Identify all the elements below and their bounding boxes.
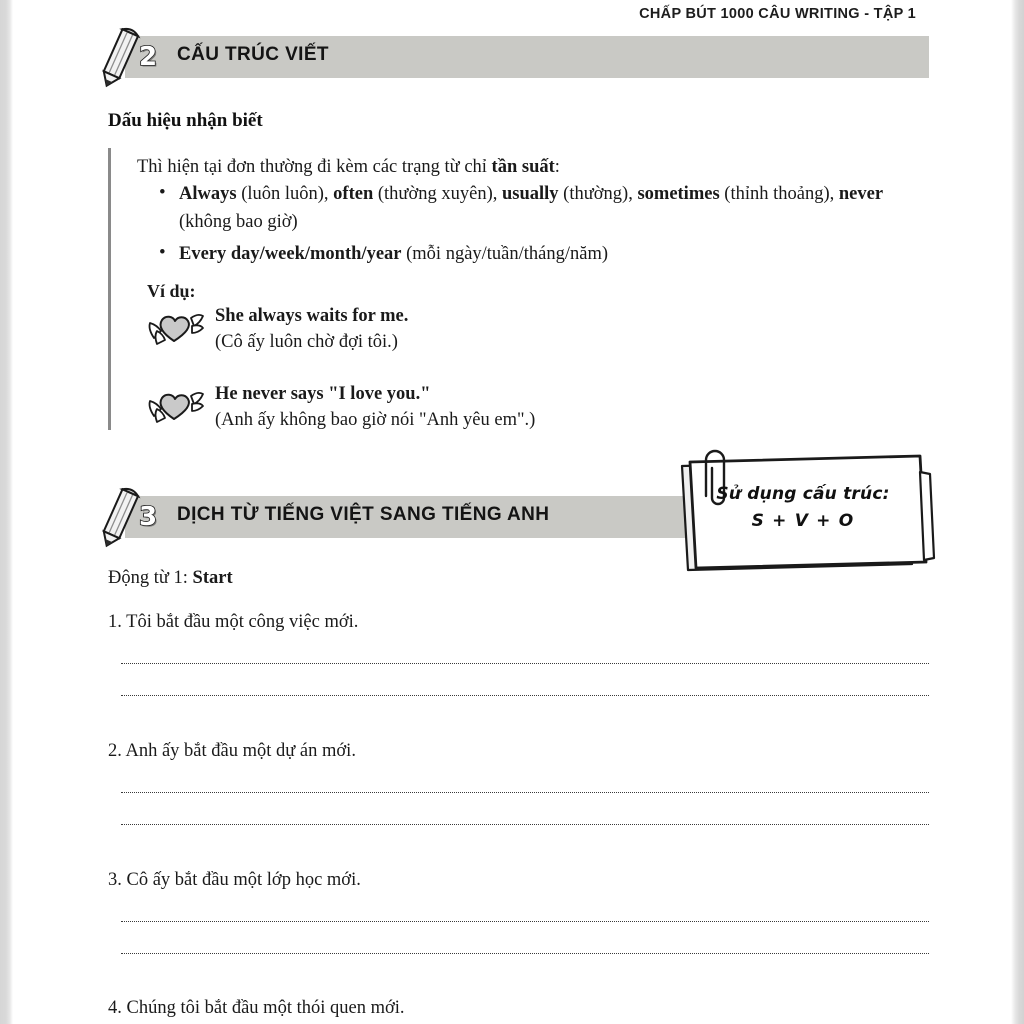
answer-line[interactable] [121,694,929,696]
winged-heart-icon [147,308,205,350]
answer-line[interactable] [121,662,929,664]
exercise-number: 4. [108,998,122,1018]
bullet-gloss: (luôn luôn), [236,184,334,204]
bullet-gloss: (mỗi ngày/tuần/tháng/năm) [401,244,609,264]
running-header: CHẤP BÚT 1000 CÂU WRITING - TẬP 1 [639,6,916,22]
winged-heart-icon [147,386,205,428]
intro-before: Thì hiện tại đơn thường đi kèm các trạng từ chỉ [137,157,492,177]
verb-label-verb: Start [192,568,233,588]
section-2-number: 2 [139,42,158,72]
bullet-term: Every day/week/month/year [179,244,402,264]
intro-bold: tần suất [491,157,555,177]
exercise-item-4 [108,998,405,1019]
exercise-item-2 [108,741,356,762]
workbook-page [13,0,1011,1024]
exercise-item-3 [108,870,361,891]
sticky-note-line-2: S + V + O [751,511,855,531]
answer-line[interactable] [121,952,929,954]
recognition-subheading: Dấu hiệu nhận biết [108,110,263,131]
example-vietnamese: (Anh ấy không bao giờ nói "Anh yêu em".) [215,410,536,430]
examples-label: Ví dụ: [147,281,196,301]
exercise-number: 1. [108,612,122,632]
bullet-gloss: (thỉnh thoảng), [719,184,839,204]
answer-line[interactable] [121,823,929,825]
bullet-gloss: (không bao giờ) [179,212,298,232]
bullet-term: Always [179,184,237,204]
frequency-adverb-list [153,180,928,269]
section-3-title: DỊCH TỪ TIẾNG VIỆT SANG TIẾNG ANH [177,504,550,525]
bullet-term: often [333,184,374,204]
verb-label [108,568,233,589]
example-vietnamese: (Cô ấy luôn chờ đợi tôi.) [215,332,398,352]
bullet-gloss: (thường), [558,184,638,204]
example-english: She always waits for me. [215,306,409,326]
section-2-title: CẤU TRÚC VIẾT [177,44,329,65]
bullet-term: sometimes [637,184,720,204]
exercise-text: Anh ấy bắt đầu một dự án mới. [125,741,356,761]
intro-after: : [554,157,560,177]
exercise-text: Cô ấy bắt đầu một lớp học mới. [126,870,361,890]
answer-line[interactable] [121,791,929,793]
verb-label-prefix: Động từ 1: [108,568,193,588]
frequency-intro [137,154,937,180]
example-1 [147,306,847,366]
example-2 [147,384,847,444]
list-item [153,180,928,236]
bullet-term: never [838,184,884,204]
bullet-term: usually [501,184,559,204]
sticky-note [668,440,938,580]
bullet-gloss: (thường xuyên), [373,184,502,204]
example-english: He never says "I love you." [215,384,431,404]
section-2-header [95,36,985,78]
list-item [153,240,928,268]
block-left-rule [108,148,111,430]
exercise-text: Tôi bắt đầu một công việc mới. [126,612,359,632]
pencil-icon [95,484,141,554]
exercise-number: 2. [108,741,122,761]
exercise-item-1 [108,612,358,633]
exercise-number: 3. [108,870,122,890]
section-3-number: 3 [139,502,158,532]
pencil-icon [95,24,141,94]
sticky-note-line-1: Sử dụng cấu trúc: [716,484,890,504]
answer-line[interactable] [121,920,929,922]
exercise-text: Chúng tôi bắt đầu một thói quen mới. [126,998,405,1018]
